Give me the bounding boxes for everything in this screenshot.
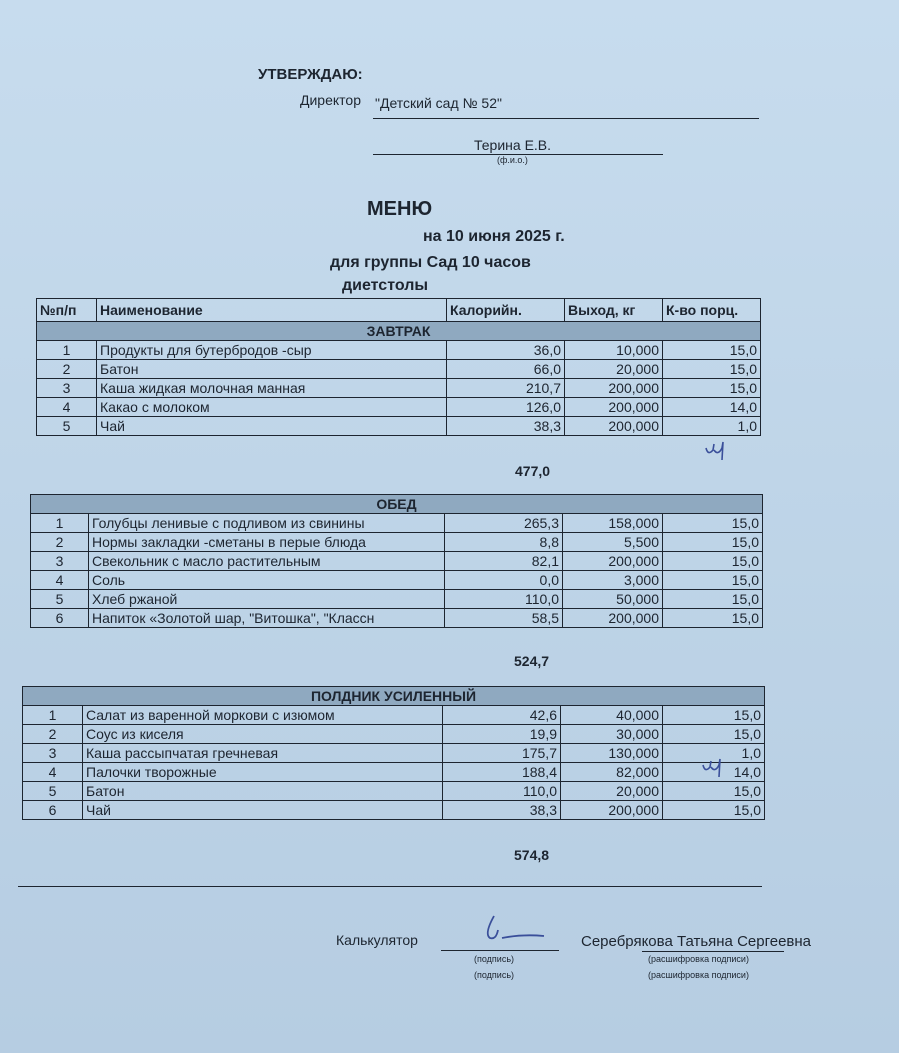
row-portions: 15,0 — [663, 341, 761, 360]
table-row — [37, 360, 761, 379]
footer-divider — [18, 886, 762, 887]
row-calories: 38,3 — [447, 417, 565, 436]
row-name: Соль — [89, 571, 445, 590]
table-row — [37, 379, 761, 398]
row-name: Салат из варенной моркови с изюмом — [83, 706, 443, 725]
row-portions: 15,0 — [663, 571, 763, 590]
row-output: 130,000 — [561, 744, 663, 763]
col-header-calories: Калорийн. — [447, 299, 565, 322]
row-output: 20,000 — [561, 782, 663, 801]
row-calories: 82,1 — [445, 552, 563, 571]
row-portions: 1,0 — [663, 744, 765, 763]
table-row — [23, 744, 765, 763]
row-number: 4 — [23, 763, 83, 782]
approve-heading: УТВЕРЖДАЮ: — [258, 66, 363, 83]
table-row — [23, 763, 765, 782]
row-name: Чай — [97, 417, 447, 436]
row-calories: 19,9 — [443, 725, 561, 744]
row-portions: 14,0 — [663, 763, 765, 782]
row-number: 3 — [31, 552, 89, 571]
row-output: 158,000 — [563, 514, 663, 533]
row-output: 20,000 — [565, 360, 663, 379]
table-row — [23, 706, 765, 725]
row-output: 50,000 — [563, 590, 663, 609]
section-row — [37, 322, 761, 341]
row-number: 6 — [23, 801, 83, 820]
row-calories: 8,8 — [445, 533, 563, 552]
signature-hint-1: (подпись) — [474, 954, 515, 964]
row-calories: 110,0 — [443, 782, 561, 801]
row-name: Каша жидкая молочная манная — [97, 379, 447, 398]
row-calories: 36,0 — [447, 341, 565, 360]
section-row — [23, 687, 765, 706]
row-number: 3 — [37, 379, 97, 398]
pen-mark-icon — [704, 440, 730, 462]
calculator-label: Калькулятор — [336, 932, 418, 948]
breakfast-total: 477,0 — [515, 463, 551, 479]
decode-line — [642, 951, 784, 952]
row-name: Батон — [97, 360, 447, 379]
signature-hint-2: (подпись) — [474, 970, 515, 980]
row-name: Свекольник с масло растительным — [89, 552, 445, 571]
row-number: 6 — [31, 609, 89, 628]
row-output: 10,000 — [565, 341, 663, 360]
row-output: 30,000 — [561, 725, 663, 744]
table-row — [37, 398, 761, 417]
table-header-row — [37, 299, 761, 322]
row-output: 200,000 — [565, 379, 663, 398]
signature-mark-icon — [482, 912, 552, 948]
row-portions: 15,0 — [663, 379, 761, 398]
row-name: Продукты для бутербродов -сыр — [97, 341, 447, 360]
row-number: 5 — [31, 590, 89, 609]
row-name: Батон — [83, 782, 443, 801]
row-name: Соус из киселя — [83, 725, 443, 744]
row-name: Каша рассыпчатая гречневая — [83, 744, 443, 763]
row-portions: 15,0 — [663, 514, 763, 533]
row-output: 200,000 — [561, 801, 663, 820]
row-name: Какао с молоком — [97, 398, 447, 417]
snack-total: 574,8 — [514, 847, 550, 863]
section-title-snack: ПОЛДНИК УСИЛЕННЫЙ — [23, 687, 765, 706]
row-calories: 265,3 — [445, 514, 563, 533]
row-calories: 126,0 — [447, 398, 565, 417]
row-output: 200,000 — [563, 609, 663, 628]
col-header-output: Выход, кг — [565, 299, 663, 322]
table-row — [31, 533, 763, 552]
row-calories: 188,4 — [443, 763, 561, 782]
menu-diet: диетстолы — [342, 277, 429, 294]
row-name: Напиток «Золотой шар, "Витошка", "Классн — [89, 609, 445, 628]
table-row — [23, 782, 765, 801]
row-output: 200,000 — [565, 398, 663, 417]
signature-line — [441, 950, 559, 951]
row-portions: 15,0 — [663, 782, 765, 801]
table-row — [37, 417, 761, 436]
row-calories: 42,6 — [443, 706, 561, 725]
row-number: 3 — [23, 744, 83, 763]
row-portions: 15,0 — [663, 706, 765, 725]
row-number: 1 — [23, 706, 83, 725]
row-calories: 175,7 — [443, 744, 561, 763]
row-number: 5 — [37, 417, 97, 436]
row-calories: 66,0 — [447, 360, 565, 379]
row-name: Нормы закладки -сметаны в перые блюда — [89, 533, 445, 552]
row-output: 5,500 — [563, 533, 663, 552]
table-row — [31, 571, 763, 590]
col-header-portions: К-во порц. — [663, 299, 761, 322]
row-number: 4 — [37, 398, 97, 417]
director-underline — [373, 118, 759, 119]
row-output: 40,000 — [561, 706, 663, 725]
row-portions: 1,0 — [663, 417, 761, 436]
row-name: Хлеб ржаной — [89, 590, 445, 609]
row-output: 200,000 — [563, 552, 663, 571]
row-calories: 58,5 — [445, 609, 563, 628]
section-title-lunch: ОБЕД — [31, 495, 763, 514]
row-portions: 15,0 — [663, 801, 765, 820]
row-portions: 15,0 — [663, 360, 761, 379]
organization-name: "Детский сад № 52" — [375, 95, 502, 111]
row-number: 2 — [23, 725, 83, 744]
calculator-name: Серебрякова Татьяна Сергеевна — [581, 933, 812, 950]
table-row — [23, 725, 765, 744]
row-name: Чай — [83, 801, 443, 820]
fio-hint: (ф.и.о.) — [497, 155, 528, 165]
row-calories: 38,3 — [443, 801, 561, 820]
row-number: 4 — [31, 571, 89, 590]
row-number: 2 — [37, 360, 97, 379]
table-row — [31, 514, 763, 533]
row-number: 1 — [37, 341, 97, 360]
row-number: 2 — [31, 533, 89, 552]
row-output: 82,000 — [561, 763, 663, 782]
row-output: 3,000 — [563, 571, 663, 590]
table-row — [31, 609, 763, 628]
col-header-number: №п/п — [37, 299, 97, 322]
menu-title: МЕНЮ — [367, 198, 433, 220]
table-row — [37, 341, 761, 360]
pen-mark-icon — [701, 757, 727, 779]
col-header-name: Наименование — [97, 299, 447, 322]
row-output: 200,000 — [565, 417, 663, 436]
menu-date: на 10 июня 2025 г. — [423, 228, 565, 245]
row-portions: 15,0 — [663, 590, 763, 609]
row-portions: 15,0 — [663, 533, 763, 552]
row-name: Палочки творожные — [83, 763, 443, 782]
row-name: Голубцы ленивые с подливом из свинины — [89, 514, 445, 533]
snack-table — [22, 686, 765, 820]
table-row — [31, 552, 763, 571]
row-portions: 14,0 — [663, 398, 761, 417]
row-number: 5 — [23, 782, 83, 801]
row-portions: 15,0 — [663, 552, 763, 571]
director-signer-name: Терина Е.В. — [474, 137, 552, 153]
row-number: 1 — [31, 514, 89, 533]
menu-group: для группы Сад 10 часов — [330, 254, 531, 271]
row-calories: 110,0 — [445, 590, 563, 609]
director-label: Директор — [300, 92, 361, 108]
section-row — [31, 495, 763, 514]
table-row — [23, 801, 765, 820]
decode-hint-1: (расшифровка подписи) — [648, 954, 749, 964]
row-calories: 0,0 — [445, 571, 563, 590]
lunch-table — [30, 494, 763, 628]
row-portions: 15,0 — [663, 609, 763, 628]
breakfast-table — [36, 298, 761, 436]
decode-hint-2: (расшифровка подписи) — [648, 970, 749, 980]
row-calories: 210,7 — [447, 379, 565, 398]
lunch-total: 524,7 — [514, 653, 550, 669]
table-row — [31, 590, 763, 609]
row-portions: 15,0 — [663, 725, 765, 744]
section-title-breakfast: ЗАВТРАК — [37, 322, 761, 341]
